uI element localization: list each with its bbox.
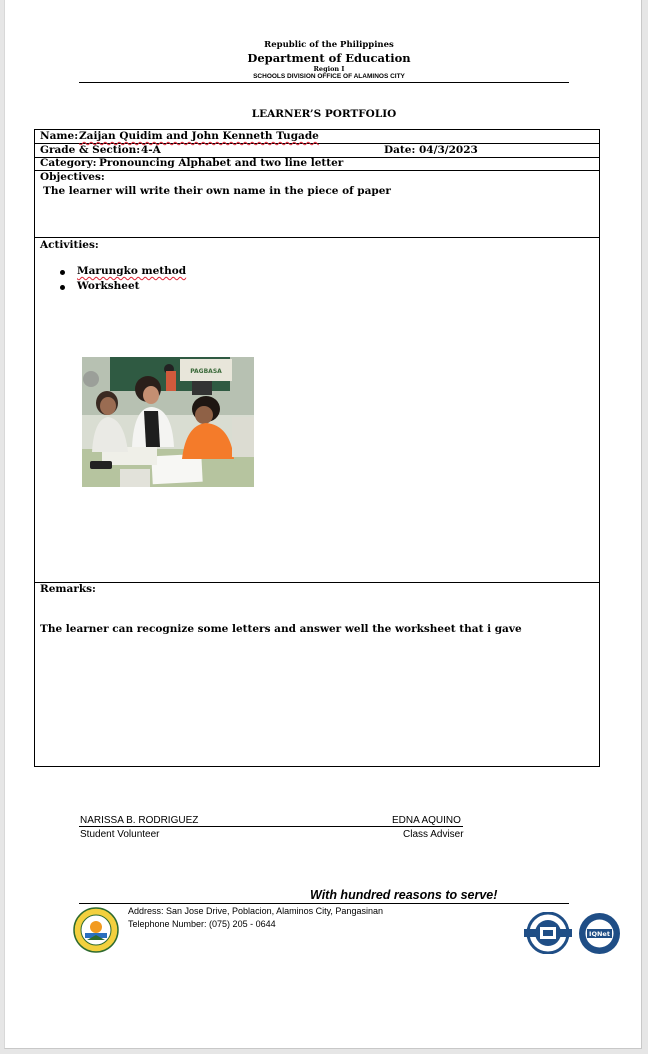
activities-list <box>77 265 186 295</box>
footer-address: Address: San Jose Drive, Poblacion, Alaminos City, Pangasinan <box>128 906 383 916</box>
activity-item: Worksheet <box>77 280 186 295</box>
letterhead-division: SCHOOLS DIVISION OFFICE OF ALAMINOS CITY <box>253 73 405 80</box>
volunteer-role: Student Volunteer <box>80 829 160 840</box>
date-value: 04/3/2023 <box>419 144 478 156</box>
iqnet-label: IQNet <box>589 930 610 938</box>
grade-row <box>35 144 599 158</box>
volunteer-name: NARISSA B. RODRIGUEZ <box>80 815 199 826</box>
tuv-iso-certification-icon <box>523 912 573 954</box>
document-title: LEARNER’S PORTFOLIO <box>251 108 397 120</box>
category-label: Category: <box>40 157 97 169</box>
signature-line <box>79 826 463 827</box>
classroom-sign-text: PAGBASA <box>190 368 222 375</box>
grade-label: Grade & Section: <box>40 144 141 156</box>
deped-seal-icon <box>73 907 119 953</box>
objectives-label: Objectives: <box>40 171 105 183</box>
category-value: Pronouncing Alphabet and two line letter <box>99 157 344 169</box>
activity-item: Marungko method <box>77 265 186 280</box>
adviser-role: Class Adviser <box>403 829 464 840</box>
objectives-text: The learner will write their own name in the piece of paper <box>43 185 391 197</box>
portfolio-table <box>34 129 600 767</box>
remarks-section <box>35 582 599 766</box>
footer-divider <box>79 903 569 904</box>
letterhead-department: Department of Education <box>247 51 411 65</box>
name-value: Zaijan Quidim and John Kenneth Tugade <box>79 130 319 142</box>
letterhead-republic: Republic of the Philippines <box>264 40 394 50</box>
remarks-label: Remarks: <box>40 583 96 595</box>
bullet-icon <box>60 270 65 275</box>
adviser-name: EDNA AQUINO <box>392 815 461 826</box>
name-row <box>35 130 599 144</box>
remarks-text: The learner can recognize some letters and answer well the worksheet that i gave <box>40 623 522 635</box>
activities-label: Activities: <box>40 239 99 251</box>
objectives-section <box>35 171 599 238</box>
category-row <box>35 158 599 171</box>
activity-photo <box>82 357 254 487</box>
footer-telephone: Telephone Number: (075) 205 - 0644 <box>128 919 276 929</box>
grade-value: 4-A <box>141 144 161 156</box>
motto: With hundred reasons to serve! <box>310 888 498 902</box>
header-divider <box>79 82 569 83</box>
letterhead-region: Region I <box>313 65 345 73</box>
name-label: Name: <box>40 130 79 142</box>
bullet-icon <box>60 285 65 290</box>
iqnet-certified-icon <box>578 912 621 955</box>
date-label: Date: <box>384 144 416 156</box>
